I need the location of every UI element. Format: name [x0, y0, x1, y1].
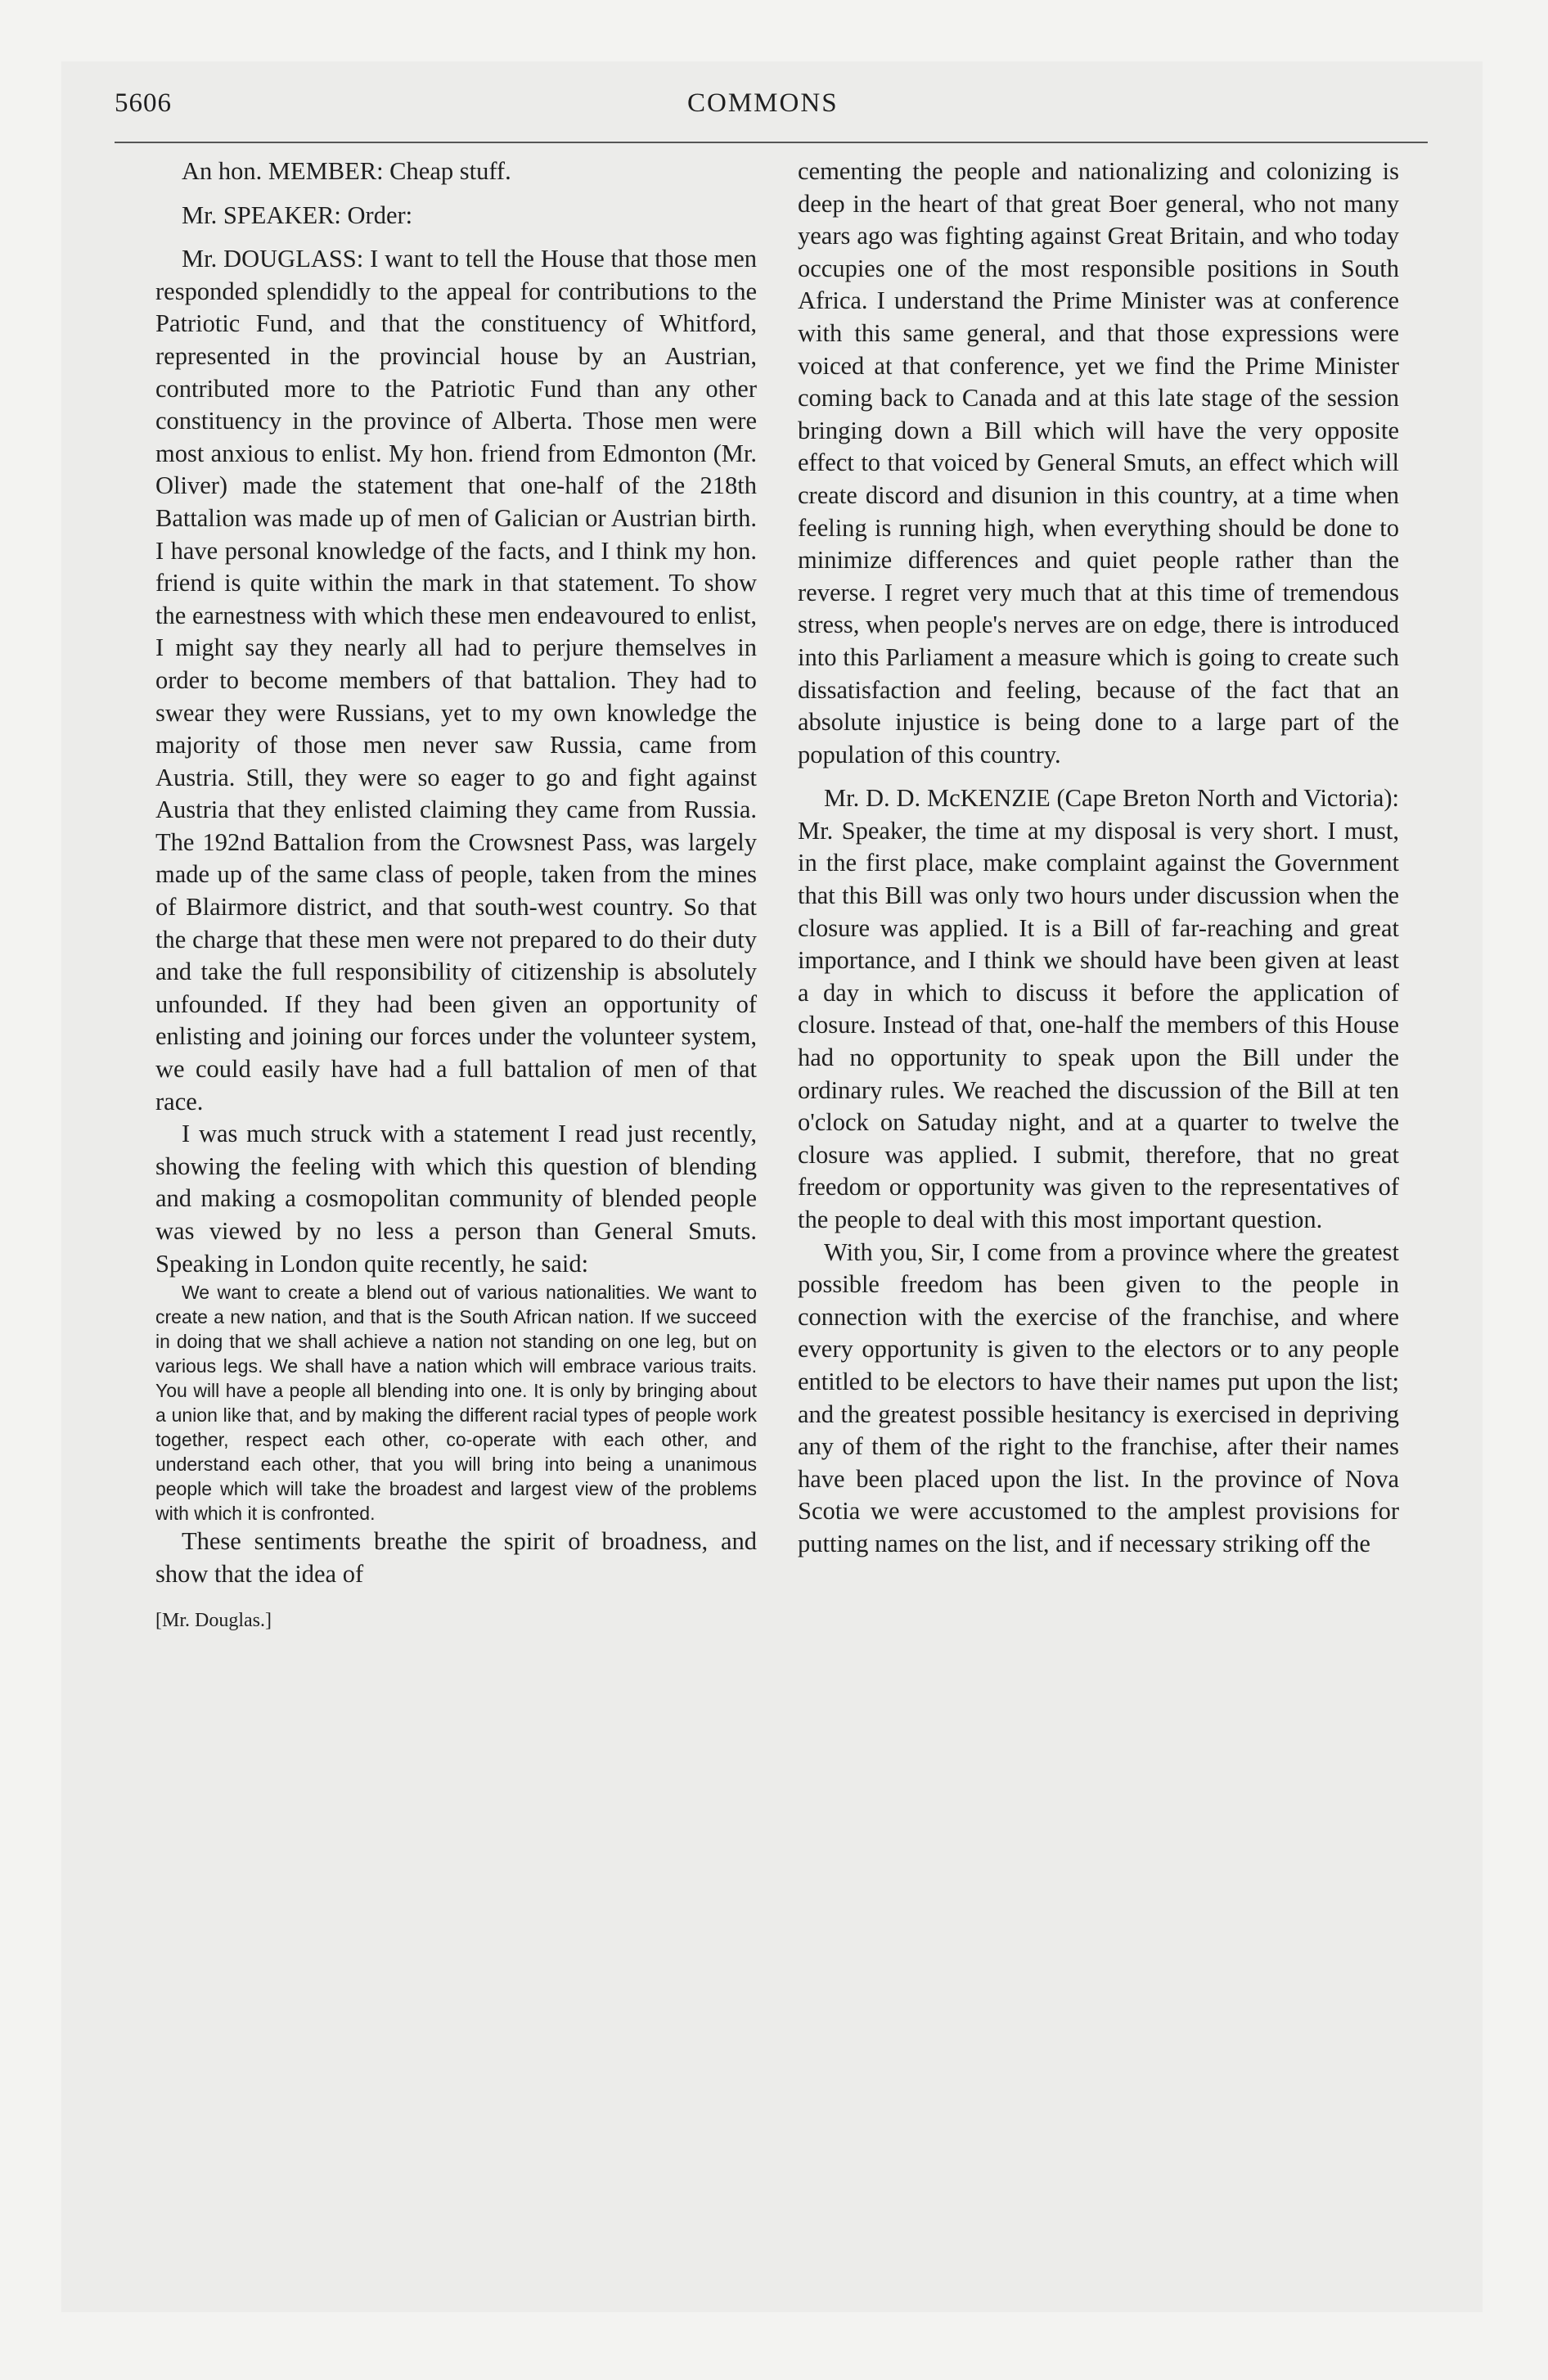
page-number: 5606 [115, 88, 172, 118]
paragraph-smuts-intro: I was much struck with a statement I read just recently, showing the feeling with which this question of blending and making a cosmopolitan community of blended people was viewed by no less a person than General Smuts. Speaking in London quite recently, he said: [155, 1120, 757, 1278]
paragraph-mckenzie: Mr. D. D. McKENZIE (Cape Breton North and Victoria): Mr. Speaker, the time at my disposal is very short. I must, in the first place, make complaint against the Government that this Bill was only two hours under discussion when the closure was applied. It is a Bill of far-reaching and great importance, and I think we should have been given at least a day in which to discuss it before the application of closure. Instead of that, one-half the members of this House had no opportunity to speak upon the Bill under the ordinary rules. We reached the discussion of the Bill at ten o'clock on Satuday night, and at a quarter to twelve the closure was applied. I submit, therefore, that no great freedom or opportunity was given to the representatives of the people to deal with this most important question. [798, 784, 1399, 1233]
paragraph-member: An hon. MEMBER: Cheap stuff. [182, 157, 511, 185]
paragraph-cementing: cementing the people and nationalizing and colonizing is deep in the heart of that great Boer general, who not many years ago was fighting against Great Britain, and who today occupies one of the most responsible positions in South Africa. I understand the Prime Minister was at conference with this same general, and that those expressions were voiced at that conference, yet we find the Prime Minister coming back to Canada and at this late stage of the session bringing down a Bill which will have the very opposite effect to that voiced by General Smuts, an effect which will create discord and disunion in this country, at a time when feeling is running high, when everything should be done to minimize differences and quiet people rather than the reverse. I regret very much that at this time of tremendous stress, when people's nerves are on edge, there is introduced into this Parliament a measure which is going to create such dissatisfaction and feeling, because of the fact that an absolute injustice is being done to a large part of the population of this country. [798, 157, 1399, 769]
paragraph-nova-scotia: With you, Sir, I come from a province where the greatest possible freedom has been given to the people in connection with the exercise of the franchise, and where every opportunity is given to the electors or to any people entitled to be electors to have their names put upon the list; and the greatest possible hesitancy is exercised in depriving any of them of the right to the franchise, after their names have been placed upon the list. In the province of Nova Scotia we were accustomed to the amplest provisions for putting names on the list, and if necessary striking off the [798, 1237, 1399, 1557]
left-column [155, 156, 757, 1633]
running-head: COMMONS [687, 88, 839, 118]
right-column [798, 156, 1399, 1561]
paragraph-douglass: Mr. DOUGLASS: I want to tell the House that those men responded splendidly to the appeal for contributions to the Patriotic Fund, and that the constituency of Whitford, represented in the provincial house by an Austrian, contributed more to the Patriotic Fund than any other constituency in the province of Alberta. Those men were most anxious to enlist. My hon. friend from Edmonton (Mr. Oliver) made the statement that one-half of the 218th Battalion was made up of men of Galician or Austrian birth. I have personal knowledge of the facts, and I think my hon. friend is quite within the mark in that statement. To show the earnestness with which these men endeavoured to enlist, I might say they nearly all had to perjure themselves in order to become members of that battalion. They had to swear they were Russians, yet to my own knowledge the majority of those men never saw Russia, came from Austria. Still, they were so eager to go and fight against Austria that they enlisted claiming they came from Russia. The 192nd Battalion from the Crowsnest Pass, was largely made up of the same class of people, taken from the mines of Blairmore district, and that south-west country. So that the charge that these men were not prepared to do their duty and take the full responsibility of citizenship is absolutely unfounded. If they had been given an opportunity of enlisting and joining our forces under the volunteer system, we could easily have had a full battalion of men of that race. [155, 245, 757, 1116]
page-header [115, 88, 1428, 121]
smuts-quotation: We want to create a blend out of various nationalities. We want to create a new nation, and that is the South African nation. If we succeed in doing that we shall achieve a nation not standing on one leg, but on various legs. We shall have a nation which will embrace various traits. You will have a people all blending into one. It is only by bringing about a union like that, and by making the different racial types of people work together, respect each other, co-operate with each other, and understand each other, that you will bring into being a unanimous people which will take the broadest and largest view of the problems with which it is confronted. [155, 1282, 757, 1525]
speaker-attribution: [Mr. Douglas.] [155, 1610, 272, 1632]
paragraph-speaker: Mr. SPEAKER: Order: [182, 201, 413, 229]
paragraph-sentiments: These sentiments breathe the spirit of broadness, and show that the idea of [155, 1527, 757, 1588]
header-rule [115, 142, 1428, 143]
